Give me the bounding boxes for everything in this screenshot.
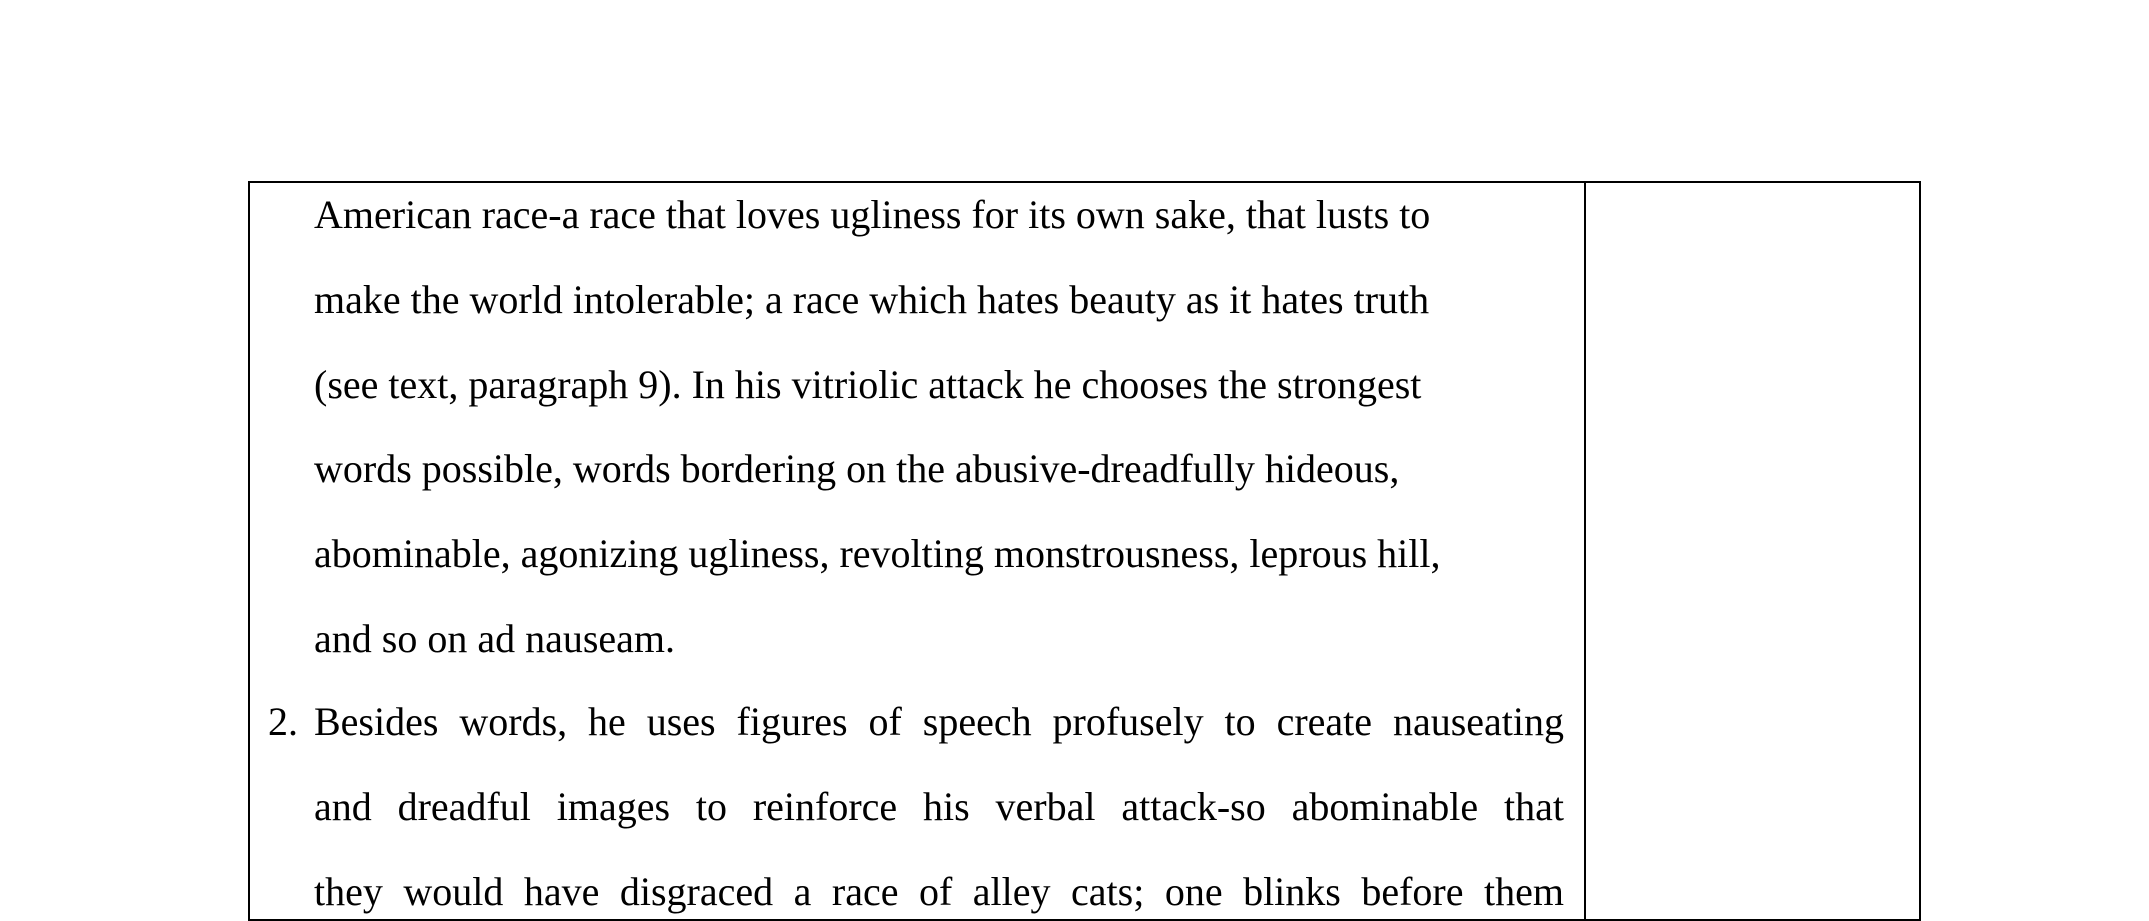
list-item-number: 2. (268, 699, 298, 744)
document-table (248, 181, 1921, 921)
table-side-cell (1586, 183, 1919, 919)
text-line-9: they would have disgraced a race of alley cats; one blinks before them (314, 869, 1564, 914)
text-line-3: (see text, paragraph 9). In his vitriolic attack he chooses the strongest (314, 362, 1422, 407)
text-line-2: make the world intolerable; a race which hates beauty as it hates truth (314, 277, 1430, 322)
text-line-4: words possible, words bordering on the abusive-dreadfully hideous, (314, 446, 1400, 491)
text-line-8: and dreadful images to reinforce his verbal attack-so abominable that (314, 784, 1564, 829)
text-line-1: American race-a race that loves ugliness for its own sake, that lusts to (314, 192, 1431, 237)
text-line-6: and so on ad nauseam. (314, 616, 676, 661)
table-main-cell (250, 183, 1586, 919)
text-line-5: abominable, agonizing ugliness, revolting monstrousness, leprous hill, (314, 531, 1441, 576)
text-line-7: Besides words, he uses figures of speech profusely to create nauseating (314, 699, 1564, 744)
